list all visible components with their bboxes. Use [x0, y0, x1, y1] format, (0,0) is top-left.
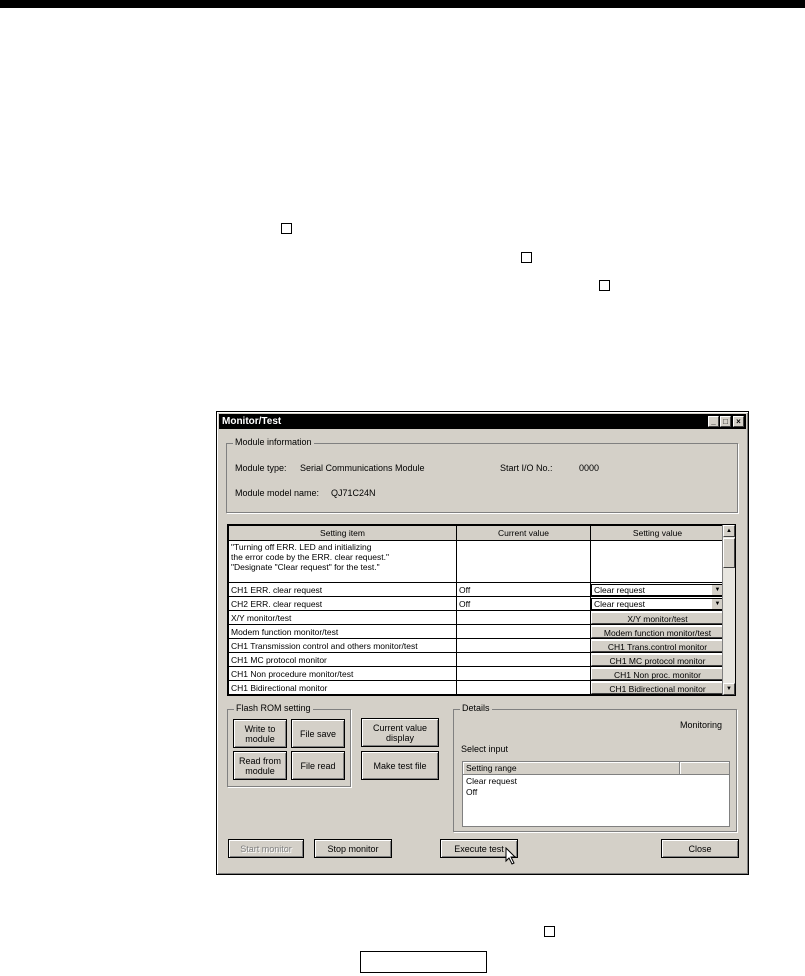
- setting-grid: [227, 524, 736, 696]
- stop-monitor-button[interactable]: Stop monitor: [314, 839, 392, 858]
- row-current: [457, 667, 591, 681]
- module-model-value: QJ71C24N: [331, 488, 376, 498]
- scroll-down-icon[interactable]: ▼: [723, 683, 735, 695]
- header-setting-value[interactable]: Setting value: [591, 526, 725, 541]
- note-line: the error code by the ERR. clear request.": [231, 552, 389, 562]
- close-button[interactable]: Close: [661, 839, 739, 858]
- table-row: [229, 681, 725, 695]
- window-title: Monitor/Test: [222, 416, 282, 427]
- ch1-bidirectional-monitor-button[interactable]: CH1 Bidirectional monitor: [591, 682, 724, 694]
- ch1-err-clear-select[interactable]: [591, 584, 724, 596]
- row-current: [457, 681, 591, 695]
- row-current: [457, 611, 591, 625]
- xy-monitor-test-button[interactable]: X/Y monitor/test: [591, 612, 724, 624]
- row-item: CH1 ERR. clear request: [229, 583, 457, 597]
- module-type-label: Module type:: [235, 463, 287, 473]
- ch1-trans-control-monitor-button[interactable]: CH1 Trans.control monitor: [591, 640, 724, 652]
- ch2-err-clear-select[interactable]: [591, 598, 724, 610]
- minimize-button[interactable]: _: [708, 416, 719, 427]
- flash-rom-group: [227, 703, 351, 787]
- select-value: Clear request: [594, 598, 646, 609]
- grid-vertical-scrollbar[interactable]: [722, 525, 735, 695]
- page-top-rule: [0, 0, 805, 8]
- close-window-button[interactable]: ×: [733, 416, 744, 427]
- table-row: [229, 639, 725, 653]
- chevron-down-icon[interactable]: ▼: [712, 585, 723, 595]
- file-save-button[interactable]: File save: [291, 719, 345, 748]
- monitor-test-window: [216, 411, 749, 875]
- row-item: CH1 Bidirectional monitor: [229, 681, 457, 695]
- button-label: module: [245, 765, 275, 776]
- file-read-button[interactable]: File read: [291, 751, 345, 780]
- write-to-module-button[interactable]: [233, 719, 287, 748]
- setting-range-list[interactable]: [462, 761, 730, 827]
- header-setting-item[interactable]: Setting item: [229, 526, 457, 541]
- start-monitor-button[interactable]: Start monitor: [228, 839, 304, 858]
- select-input-label: Select input: [461, 744, 509, 754]
- read-from-module-button[interactable]: [233, 751, 287, 780]
- list-item[interactable]: Off: [466, 787, 478, 797]
- row-item: CH1 MC protocol monitor: [229, 653, 457, 667]
- module-information-legend: Module information: [235, 437, 312, 447]
- modem-function-monitor-button[interactable]: Modem function monitor/test: [591, 626, 724, 638]
- mouse-pointer-icon: [505, 847, 519, 865]
- scroll-thumb[interactable]: [723, 538, 735, 568]
- table-row: [229, 597, 725, 611]
- row-current: [457, 639, 591, 653]
- row-current: [457, 653, 591, 667]
- note-setting-empty: [591, 541, 725, 583]
- row-current: Off: [457, 583, 591, 597]
- make-test-file-button[interactable]: Make test file: [361, 751, 439, 780]
- details-group: [453, 703, 737, 832]
- footer-box: [360, 951, 487, 973]
- button-label: Read from: [238, 755, 282, 766]
- marker-square: [544, 926, 555, 937]
- row-item: X/Y monitor/test: [229, 611, 457, 625]
- marker-square: [599, 280, 610, 291]
- note-line: "Designate "Clear request" for the test.": [231, 562, 380, 572]
- table-row: [229, 611, 725, 625]
- table-row: [229, 667, 725, 681]
- button-label: module: [245, 733, 275, 744]
- row-current: [457, 625, 591, 639]
- row-item: CH1 Non procedure monitor/test: [229, 667, 457, 681]
- list-item[interactable]: Clear request: [466, 776, 518, 786]
- module-information-group: [226, 437, 738, 513]
- row-item: CH2 ERR. clear request: [229, 597, 457, 611]
- button-label: Current value: [372, 722, 428, 733]
- module-type-value: Serial Communications Module: [300, 463, 425, 473]
- row-item: Modem function monitor/test: [229, 625, 457, 639]
- ch1-non-proc-monitor-button[interactable]: CH1 Non proc. monitor: [591, 668, 724, 680]
- ch1-mc-protocol-monitor-button[interactable]: CH1 MC protocol monitor: [591, 654, 724, 666]
- select-value: Clear request: [594, 584, 646, 595]
- start-io-label: Start I/O No.:: [500, 463, 553, 473]
- note-line: "Turning off ERR. LED and initializing: [231, 542, 372, 552]
- row-current: Off: [457, 597, 591, 611]
- table-row: [229, 625, 725, 639]
- marker-square: [281, 223, 292, 234]
- scroll-up-icon[interactable]: ▲: [723, 525, 735, 537]
- row-item: CH1 Transmission control and others monitor/test: [229, 639, 457, 653]
- button-label: display: [385, 732, 414, 743]
- chevron-down-icon[interactable]: ▼: [712, 599, 723, 609]
- table-row: [229, 583, 725, 597]
- marker-square: [521, 252, 532, 263]
- note-cell: [229, 541, 457, 583]
- start-io-value: 0000: [579, 463, 600, 473]
- maximize-button[interactable]: □: [720, 416, 731, 427]
- button-label: Write to: [244, 723, 276, 734]
- table-row: [229, 653, 725, 667]
- title-bar: [219, 414, 746, 429]
- execute-test-button[interactable]: Execute test: [440, 839, 518, 858]
- header-current-value[interactable]: Current value: [457, 526, 591, 541]
- flash-rom-legend: Flash ROM setting: [236, 703, 311, 713]
- monitoring-status: Monitoring: [679, 720, 722, 730]
- setting-range-header[interactable]: Setting range: [463, 762, 680, 775]
- list-header-extra[interactable]: [680, 762, 730, 775]
- module-model-label: Module model name:: [235, 488, 320, 498]
- current-value-display-button[interactable]: [361, 718, 439, 747]
- note-current-empty: [457, 541, 591, 583]
- details-legend: Details: [462, 703, 490, 713]
